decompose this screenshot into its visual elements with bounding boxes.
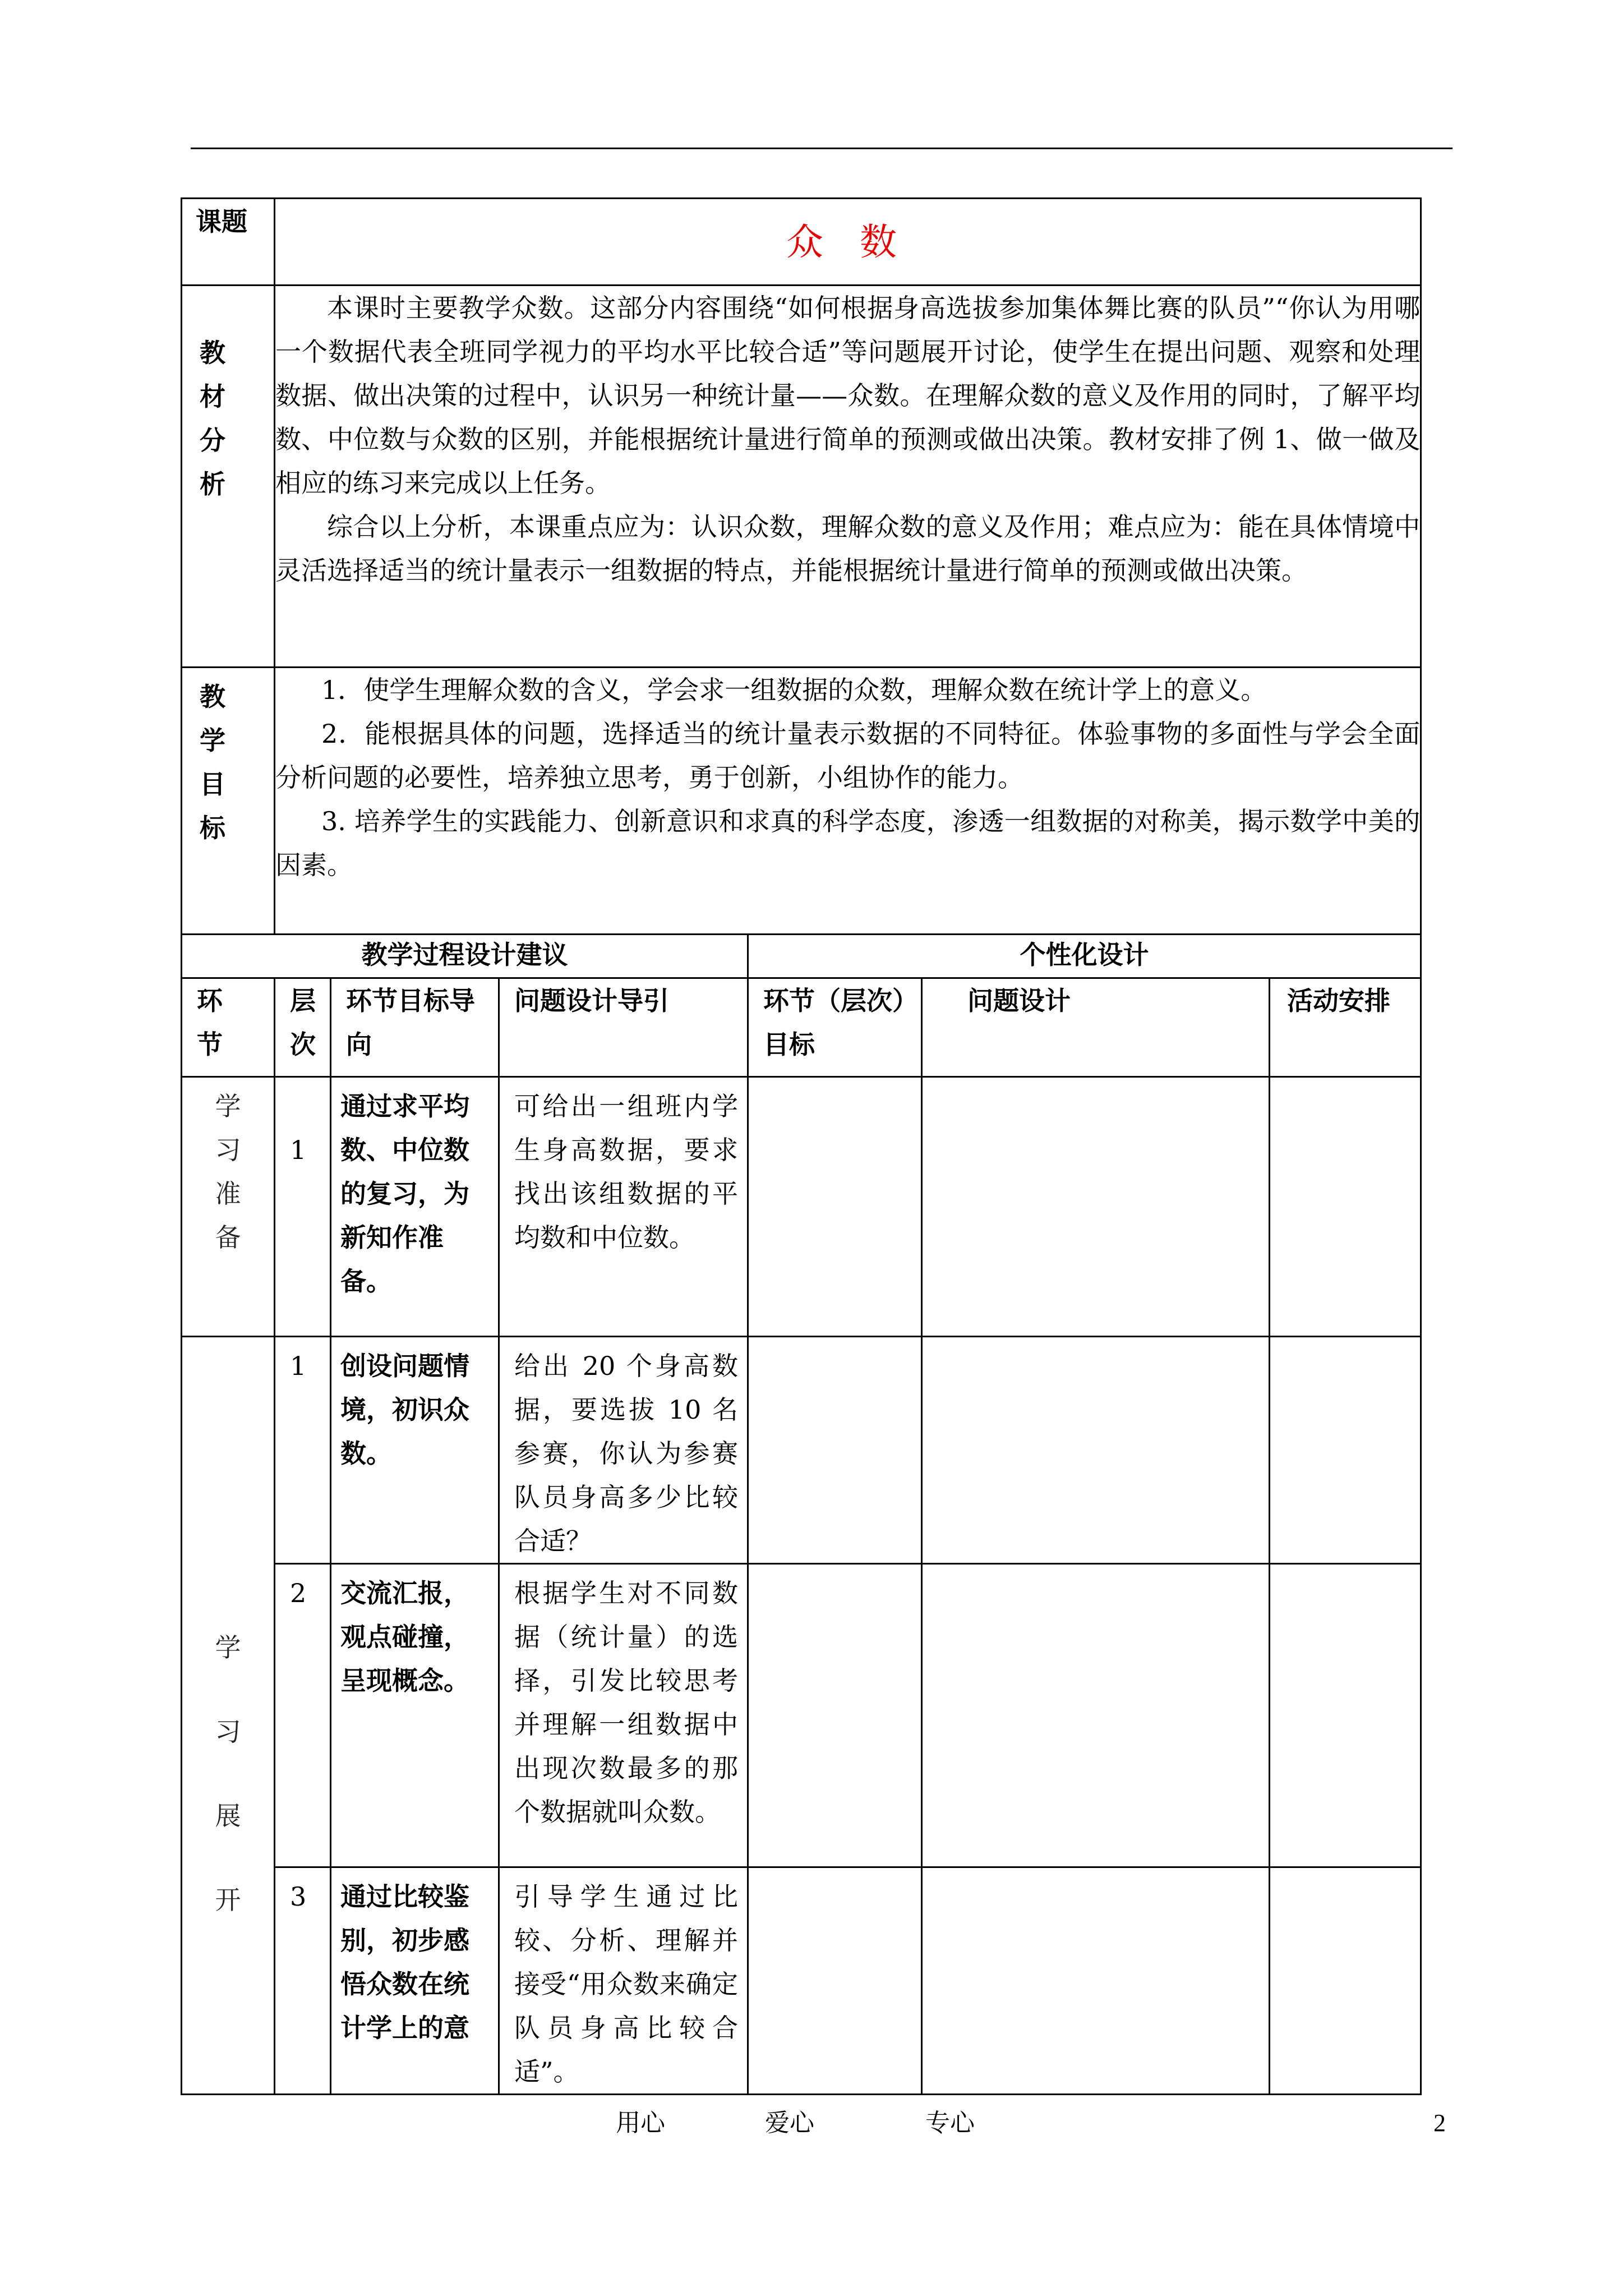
activity-cell[interactable] [1270, 1564, 1421, 1867]
level-goal-cell[interactable] [748, 1564, 922, 1867]
title-cell [275, 199, 1421, 286]
question-cell[interactable] [922, 1867, 1270, 2095]
col-activity-header: 活动安排 [1270, 978, 1421, 1077]
table-row [182, 1867, 1421, 2095]
table-row [182, 1077, 1421, 1337]
col-level-goal-header: 环节（层次）目标 [748, 978, 922, 1077]
col-level-header [275, 978, 331, 1077]
topic-label-cell [182, 199, 275, 286]
stage-char: 习 [215, 1717, 241, 1747]
col-level-char: 层 [290, 986, 316, 1016]
guide-cell: 根据学生对不同数据（统计量）的选择，引发比较思考并理解一组数据中出现次数最多的那个数据就叫众数。 [499, 1564, 748, 1867]
header-rule [191, 148, 1453, 149]
analysis-label-char: 分 [200, 425, 225, 455]
goals-row [182, 668, 1421, 935]
stage-prep-cell [182, 1077, 275, 1337]
footer-word: 用心 [616, 2109, 665, 2137]
stage-char: 备 [215, 1222, 241, 1253]
level-cell: 1 [275, 1337, 331, 1564]
activity-cell[interactable] [1270, 1337, 1421, 1564]
analysis-paragraph: 本课时主要教学众数。这部分内容围绕“如何根据身高选拔参加集体舞比赛的队员”“你认为用哪一个数据代表全班同学视力的平均水平比较合适”等问题展开讨论，使学生在提出问题、观察和处理数据、做出决策的过程中，认识另一种统计量——众数。在理解众数的意义及作用的同时，了解平均数、中位数与众数的区别，并能根据统计量进行简单的预测或做出决策。教材安排了例 1、做一做及相应的练习来完成以上任务。 [275, 293, 1421, 498]
analysis-row [182, 286, 1421, 668]
goal-item: 3. 培养学生的实践能力、创新意识和求真的科学态度，渗透一组数据的对称美，揭示数学中美的因素。 [275, 806, 1421, 880]
goals-label-cell [182, 668, 275, 935]
analysis-label-char: 材 [200, 381, 225, 412]
analysis-label-char: 析 [200, 469, 225, 499]
question-cell[interactable] [922, 1564, 1270, 1867]
col-stage-char: 节 [197, 1029, 223, 1060]
question-cell[interactable] [922, 1337, 1270, 1564]
goals-text-cell [275, 668, 1421, 935]
level-goal-cell[interactable] [748, 1077, 922, 1337]
guide-cell: 给出 20 个身高数据，要选拔 10 名参赛，你认为参赛队员身高多少比较合适？ [499, 1337, 748, 1564]
goal-cell: 创设问题情境，初识众数。 [331, 1337, 499, 1564]
level-goal-cell[interactable] [748, 1337, 922, 1564]
level-cell: 2 [275, 1564, 331, 1867]
lesson-title: 众 数 [786, 220, 910, 264]
stage-char: 准 [215, 1179, 241, 1209]
guide-cell: 引导学生通过比较、分析、理解并接受“用众数来确定队员身高比较合适”。 [499, 1867, 748, 2095]
level-cell: 3 [275, 1867, 331, 2095]
goals-label-char: 教 [200, 682, 225, 712]
goal-cell: 通过求平均数、中位数的复习，为新知作准备。 [331, 1077, 499, 1337]
analysis-text-cell [275, 286, 1421, 668]
goal-cell: 通过比较鉴别，初步感悟众数在统计学上的意 [331, 1867, 499, 2095]
table-row [182, 1564, 1421, 1867]
stage-char: 展 [215, 1801, 241, 1831]
stage-char: 习 [215, 1135, 241, 1165]
level-goal-cell[interactable] [748, 1867, 922, 2095]
stage-char: 开 [215, 1885, 241, 1915]
guide-cell: 可给出一组班内学生身高数据，要求找出该组数据的平均数和中位数。 [499, 1077, 748, 1337]
table-row [182, 1337, 1421, 1564]
goals-label-char: 学 [200, 725, 225, 756]
process-header: 教学过程设计建议 [182, 935, 748, 978]
footer-word: 专心 [925, 2109, 975, 2137]
page-number: 2 [1433, 2109, 1446, 2137]
title-row [182, 199, 1421, 286]
stage-expand-cell [182, 1337, 275, 2095]
goals-label-char: 标 [200, 813, 225, 843]
level-cell: 1 [275, 1077, 331, 1337]
column-header-row [182, 978, 1421, 1077]
activity-cell[interactable] [1270, 1867, 1421, 2095]
topic-label: 课题 [196, 206, 247, 237]
stage-char: 学 [215, 1091, 241, 1121]
col-level-char: 次 [290, 1029, 316, 1060]
stage-char: 学 [215, 1632, 241, 1663]
col-stage-header [182, 978, 275, 1077]
goal-cell: 交流汇报，观点碰撞，呈现概念。 [331, 1564, 499, 1867]
col-goal-header: 环节目标导向 [331, 978, 499, 1077]
col-question-header: 问题设计 [922, 978, 1270, 1077]
col-stage-char: 环 [197, 986, 223, 1016]
goals-label-char: 目 [200, 769, 225, 799]
footer-word: 爱心 [765, 2109, 814, 2137]
question-cell[interactable] [922, 1077, 1270, 1337]
analysis-label-char: 教 [200, 338, 225, 368]
lesson-table [181, 197, 1422, 2095]
activity-cell[interactable] [1270, 1077, 1421, 1337]
analysis-paragraph: 综合以上分析，本课重点应为：认识众数，理解众数的意义及作用；难点应为：能在具体情境中灵活选择适当的统计量表示一组数据的特点，并能根据统计量进行简单的预测或做出决策。 [275, 512, 1421, 586]
analysis-label-cell [182, 286, 275, 668]
goal-item: 2．能根据具体的问题，选择适当的统计量表示数据的不同特征。体验事物的多面性与学会全面分析问题的必要性，培养独立思考，勇于创新，小组协作的能力。 [275, 719, 1421, 793]
goal-item: 1．使学生理解众数的含义，学会求一组数据的众数，理解众数在统计学上的意义。 [321, 675, 1267, 705]
section-header-row [182, 935, 1421, 978]
col-guide-header: 问题设计导引 [499, 978, 748, 1077]
personalized-header: 个性化设计 [748, 935, 1421, 978]
